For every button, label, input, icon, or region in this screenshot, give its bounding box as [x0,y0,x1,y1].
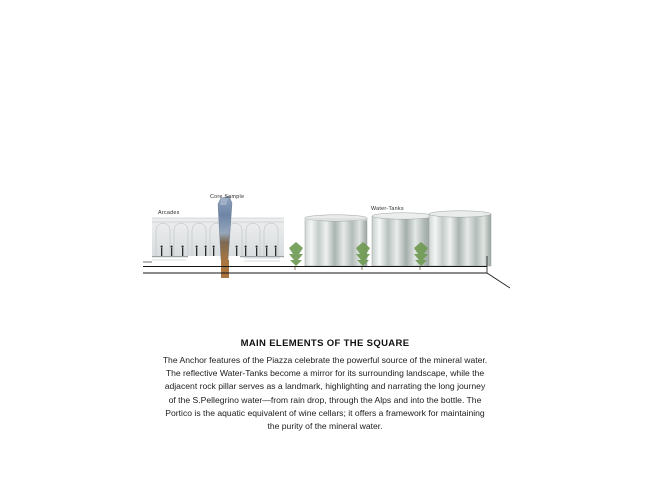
section-elevation-drawing [0,170,650,310]
label-arcades: Arcades [158,210,180,216]
label-core-sample: Core Sample [210,194,245,200]
caption-body: The Anchor features of the Piazza celebrate the powerful source of the mineral water. The reflective Water-Tanks become a mirror for its surrounding landscape, while the adjacent rock pillar serves as a landmark, highlighting and narrating the long journey of the S.Pellegrino water—from rain drop, through the Alps and into the bottle. The Portico is the aquatic equivalent of wine cellars; it offers a framework for maintaining the purity of the mineral water. [162,355,488,432]
caption-block [0,338,650,433]
water-tanks [305,211,491,266]
caption-title: MAIN ELEMENTS OF THE SQUARE [240,338,410,349]
label-water-tanks: Water-Tanks [371,206,404,212]
